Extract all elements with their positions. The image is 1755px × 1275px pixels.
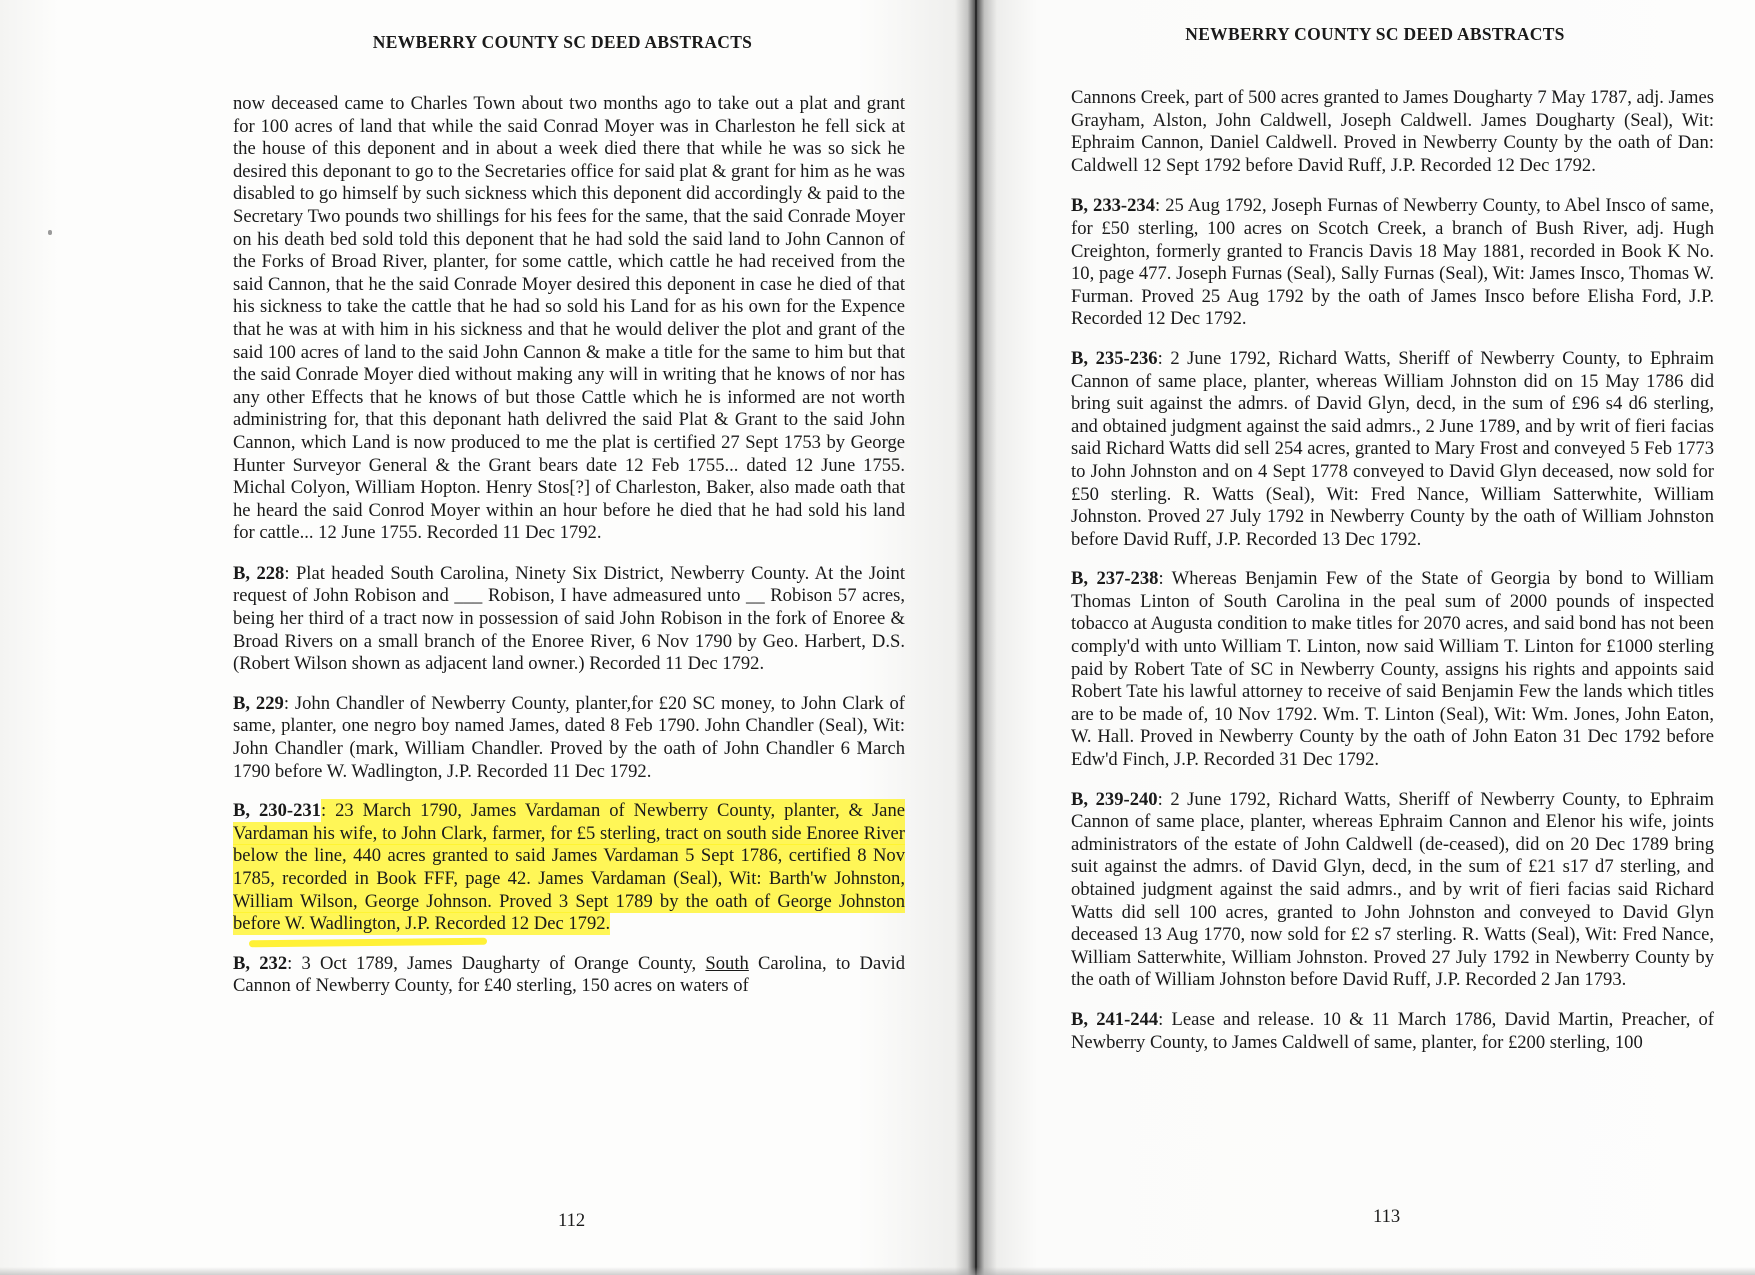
right-page-number: 113 <box>1373 1206 1401 1227</box>
entry-ref: B, 241-244 <box>1071 1008 1159 1030</box>
entry-ref: B, 228 <box>233 562 285 584</box>
entry-ref: B, 229 <box>233 692 284 714</box>
entry-b-241-244: B, 241-244: Lease and release. 10 & 11 March 1786, David Martin, Preacher, of Newberry County, to James Caldwell of same, planter, for £200 sterling, 100 <box>1071 1008 1714 1053</box>
left-running-head: NEWBERRY COUNTY SC DEED ABSTRACTS <box>372 32 753 52</box>
continued-paragraph: Cannons Creek, part of 500 acres granted to James Dougharty 7 May 1787, adj. James Grayham, Alston, John Caldwell, Joseph Caldwell. James Dougharty (Seal), Wit: Ephraim Cannon, Daniel Caldwell. Proved in Newberry County by the oath of Dan: Caldwell 12 Sept 1792 before David Ruff, J.P. Recorded 12 Dec 1792. <box>1071 87 1714 176</box>
left-page-number: 112 <box>558 1210 586 1231</box>
entry-ref: B, 233-234 <box>1071 195 1156 217</box>
right-page <box>975 0 1755 1275</box>
entry-b-233-234: B, 233-234: 25 Aug 1792, Joseph Furnas of Newberry County, to Abel Insco of same, for £50 sterling, 100 acres on Scotch Creek, a branch of Bush River, adj. Hugh Creighton, formerly granted to Francis Davis 18 May 1881, recorded in Book K No. 10, page 477. Joseph Furnas (Seal), Sally Furnas (Seal), Wit: James Insco, Thomas W. Furman. Proved 25 Aug 1792 by the oath of James Insco before Elisha Ford, J.P. Recorded 12 Dec 1792. <box>1071 195 1714 330</box>
entry-ref: B, 239-240 <box>1071 788 1158 810</box>
entry-ref: B, 232 <box>233 952 288 974</box>
entry-b-229: B, 229: John Chandler of Newberry County, planter,for £20 SC money, to John Clark of same, planter, one negro boy named James, dated 8 Feb 1790. John Chandler (Seal), Wit: John Chandler (mark, William Chandler. Proved by the oath of John Chandler 6 March 1790 before W. Wadlington, J.P. Recorded 11 Dec 1792. <box>233 692 905 782</box>
right-body-text <box>1071 87 1714 1071</box>
highlighter-mark: : 23 March 1790, James Vardaman of Newberry County, planter, & Jane Vardaman his wife, to John Clark, farmer, for £5 sterling, tract on south side Enoree River below the line, 440 acres granted to said James Vardaman 5 Sept 1786, certified 8 Nov 1785, recorded in Book FFF, page 42. James Vardaman (Seal), Wit: Barth'w Johnston, William Wilson, George Johnson. Proved 3 Sept 1789 by the oath of George Johnston before W. Wadlington, J.P. Recorded 12 Dec 1792. <box>233 800 905 935</box>
paper-speck <box>48 230 52 235</box>
entry-b-237-238: B, 237-238: Whereas Benjamin Few of the State of Georgia by bond to William Thomas Linton of South Carolina in the peal sum of 2000 pounds of inspected tobacco at Augusta condition to make titles for 2070 acres, and said bond has not been comply'd with unto William T. Linton, now said William T. Linton for £1000 sterling paid by Robert Tate of SC in Newberry County, assigns his rights and appoints said Robert Tate his lawful attorney to receive of said Benjamin Few the lands which titles are to be made of, 10 Nov 1792. Wm. T. Linton (Seal), Wit: Wm. Jones, John Eaton, W. Hall. Proved in Newberry County by the oath of John Eaton 31 Dec 1792 before Edw'd Finch, J.P. Recorded 31 Dec 1792. <box>1071 568 1714 771</box>
book-gutter-line <box>975 0 977 1275</box>
left-body-text <box>233 93 905 1015</box>
entry-b-230-231-highlighted <box>233 800 905 936</box>
page-bottom-edge <box>0 1267 1755 1275</box>
highlighter-stroke <box>249 938 487 947</box>
entry-b-235-236: B, 235-236: 2 June 1792, Richard Watts, Sheriff of Newberry County, to Ephraim Cannon of same place, planter, whereas William Johnston did on 15 May 1786 did bring suit against the admrs. of David Glyn, decd, in the sum of £96 s4 d6 sterling, and obtained judgment against the said admrs., 2 June 1789, and by writ of fieri facias said Richard Watts did sell 254 acres, granted to Mary Frost and conveyed 5 Feb 1773 to John Johnston and on 4 Sept 1778 conveyed to David Glyn deceased, now sold for £50 sterling. R. Watts (Seal), Wit: Fred Nance, William Satterwhite, William Johnston. Proved 27 July 1792 in Newberry County by the oath of William Johnston before David Ruff, J.P. Recorded 13 Dec 1792. <box>1071 347 1715 550</box>
entry-ref: B, 237-238 <box>1071 568 1159 590</box>
entry-ref: B, 235-236 <box>1071 347 1158 369</box>
underlined-word: South <box>705 952 749 974</box>
right-running-head: NEWBERRY COUNTY SC DEED ABSTRACTS <box>1185 24 1565 44</box>
entry-b-228: B, 228: Plat headed South Carolina, Ninety Six District, Newberry County. At the Joint request of John Robison and ___ Robison, I have admeasured unto __ Robison 57 acres, being her third of a tract now in possession of said John Robison in the fork of Enoree & Broad Rivers on a small branch of the Enoree River, 6 Nov 1790 by Geo. Harbert, D.S. (Robert Wilson shown as adjacent land owner.) Recorded 11 Dec 1792. <box>233 562 906 675</box>
entry-b-232: B, 232: 3 Oct 1789, James Daugharty of Orange County, South Carolina, to David Cannon of Newberry County, for £40 sterling, 150 acres on waters of <box>233 952 905 997</box>
continued-paragraph: now deceased came to Charles Town about two months ago to take out a plat and grant for 100 acres of land that while the said Conrad Moyer was in Charleston he fell sick at the house of this deponent and in about a week died there that while he was so sick he desired this deponant to go to the Secretaries office for said plat & grant for him as he was disabled to go himself by such sickness which this deponent did accordingly & paid to the Secretary Two pounds two shillings for his fees for the same, that the said Conrade Moyer on his death bed sold told this deponent that he had sold the said land to John Cannon of the Forks of Broad River, planter, for some cattle, which cattle he had received from the said Cannon, that he the said Conrade Moyer desired this deponent in case he died of that his sickness to take the cattle that he had so sold his Land for as his own for the Expence that he was at with him in his sickness and that he would deliver the plot and grant of the said 100 acres of land to the said John Cannon & make a title for the same to him but that the said Conrade Moyer died without making any will in writing that he knows of nor has any other Effects that he knows of but those Cattle which he is informed are not worth administring for, that this deponant hath delivred the said Plat & Grant to the said John Cannon, which Land is now produced to me the plat is certified 27 Sept 1753 by George Hunter Surveyor General & the Grant bears date 12 Feb 1755... dated 12 June 1755. Michal Colyon, William Hopton. Henry Stos[?] of Charleston, Baker, also made oath that he heard the said Conrod Moyer within an hour before he died that he had sold his land for cattle... 12 June 1755. Recorded 11 Dec 1792. <box>233 93 905 544</box>
entry-ref: B, 230-231 <box>233 800 321 822</box>
entry-b-239-240: B, 239-240: 2 June 1792, Richard Watts, Sheriff of Newberry County, to Ephraim Cannon of same place, planter, whereas Ephraim Cannon and Elenor his wife, joints administrators of the estate of John Caldwell (de-ceased), did on 20 Dec 1789 bring suit against the admrs. of David Glyn, decd, in the sum of £21 s17 d7 sterling, and obtained judgment against the said admrs., and by writ of fieri facias said Richard Watts did sell 100 acres, granted to John Johnston and conveyed to David Glyn deceased 13 Aug 1770, now sold for £2 s7 sterling. R. Watts (Seal), Wit: Fred Nance, William Satterwhite, William Johnston. Proved 27 July 1792 in Newberry County by the oath of William Johnston before David Ruff, J.P. Recorded 2 Jan 1793. <box>1071 788 1715 991</box>
